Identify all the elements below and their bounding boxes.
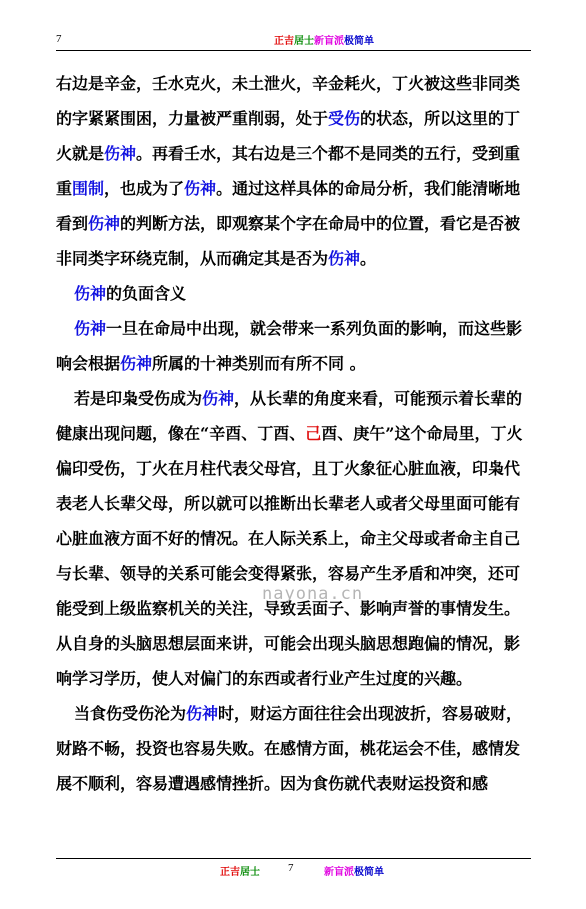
highlighted-term: 围制 [72,179,105,198]
text-segment: 一旦在命局中出现，就会带来一系列负面的影响，而这些影响会根据 [56,319,523,373]
page-footer [56,858,531,879]
text-segment: 的判断方法，即观察某个字在命局中的位置，看它是否被非同类字环绕克制，从而确定其是否为 [56,214,521,268]
highlighted-term: 伤神 [74,284,107,303]
header-brand-part3: 新盲派 [314,36,344,47]
header-page-number: 7 [56,33,62,45]
highlighted-term: 伤神 [186,704,219,723]
highlighted-term: 伤神 [202,389,235,408]
text-segment: ，也成为了 [104,179,185,198]
text-segment: 右边是辛金，壬水克火，未土泄火，辛金耗火，丁火被这些非同类的字紧紧围困，力量被严重削弱，处于 [56,74,521,128]
highlighted-term: 伤神 [74,319,107,338]
highlighted-term: 伤神 [104,144,137,163]
highlighted-term: 伤神 [328,249,361,268]
document-body [56,66,532,801]
watermark: nayona.cn [262,584,364,604]
highlighted-term: 受伤 [328,109,361,128]
footer-brand-left-part2: 居士 [240,867,260,878]
footer-brand-right-part1: 新盲派 [324,867,354,878]
text-segment: 。再看壬水，其右边是三个都不是同类的五行，受到重重 [56,144,521,198]
paragraph [56,66,532,276]
paragraph [56,696,532,801]
footer-page-number: 7 [288,862,294,874]
paragraph [56,311,532,381]
header-brand-part1: 正吉 [274,36,294,47]
page-header [56,32,531,51]
text-segment: 时，财运方面往往会出现波折，容易破财，财路不畅，投资也容易失败。在感情方面，桃花运会不佳，感情发展不顺利，容易遭遇感情挫折。因为食伤就代表财运投资和感 [56,704,523,793]
footer-brand-left-part1: 正吉 [220,867,240,878]
paragraph [56,276,532,311]
header-brand-part4: 极简单 [344,36,374,47]
text-segment: 若是印枭受伤成为 [74,389,203,408]
paragraph [56,381,532,696]
highlighted-term: 伤神 [120,354,153,373]
footer-brand-left [220,863,260,878]
text-segment: 。 [360,249,377,268]
text-segment: 。通过这样具体的命局分析，我们能清晰地看到 [56,179,521,233]
text-segment: 的负面含义 [106,284,187,303]
text-segment: 当食伤受伤沦为 [74,704,187,723]
text-segment: 酉、庚午”这个命局里，丁火偏印受伤，丁火在月柱代表父母宫，且丁火象征心脏血液，印枭代表老人长辈父母，所以就可以推断出长辈老人或者父母里面可能有心脏血液方面不好的情况。在人际关系上，命主父母或者命主自己与长辈、领导的关系可能会变得紧张，容易产生矛盾和冲突，还可能受到上级监察机关的关注，导致丢面子、影响声誉的事情发生。从自身的头脑思想层面来讲，可能会出现头脑思想跑偏的情况，影响学习学历，使人对偏门的东西或者行业产生过度的兴趣。 [56,424,523,688]
highlighted-term: 己 [305,424,322,443]
header-brand [274,32,374,47]
text-segment: ，从长辈的角度来看，可能预示着长辈的健康出现问题，像在“辛酉、丁酉、 [56,389,523,443]
footer-brand-right-part2: 极简单 [354,867,384,878]
footer-brand-right [324,863,384,878]
text-segment: 所属的十神类别而有所不同 。 [152,354,366,373]
highlighted-term: 伤神 [88,214,121,233]
header-brand-part2: 居士 [294,36,314,47]
text-segment: 的状态，所以这里的丁火就是 [56,109,521,163]
highlighted-term: 伤神 [184,179,217,198]
